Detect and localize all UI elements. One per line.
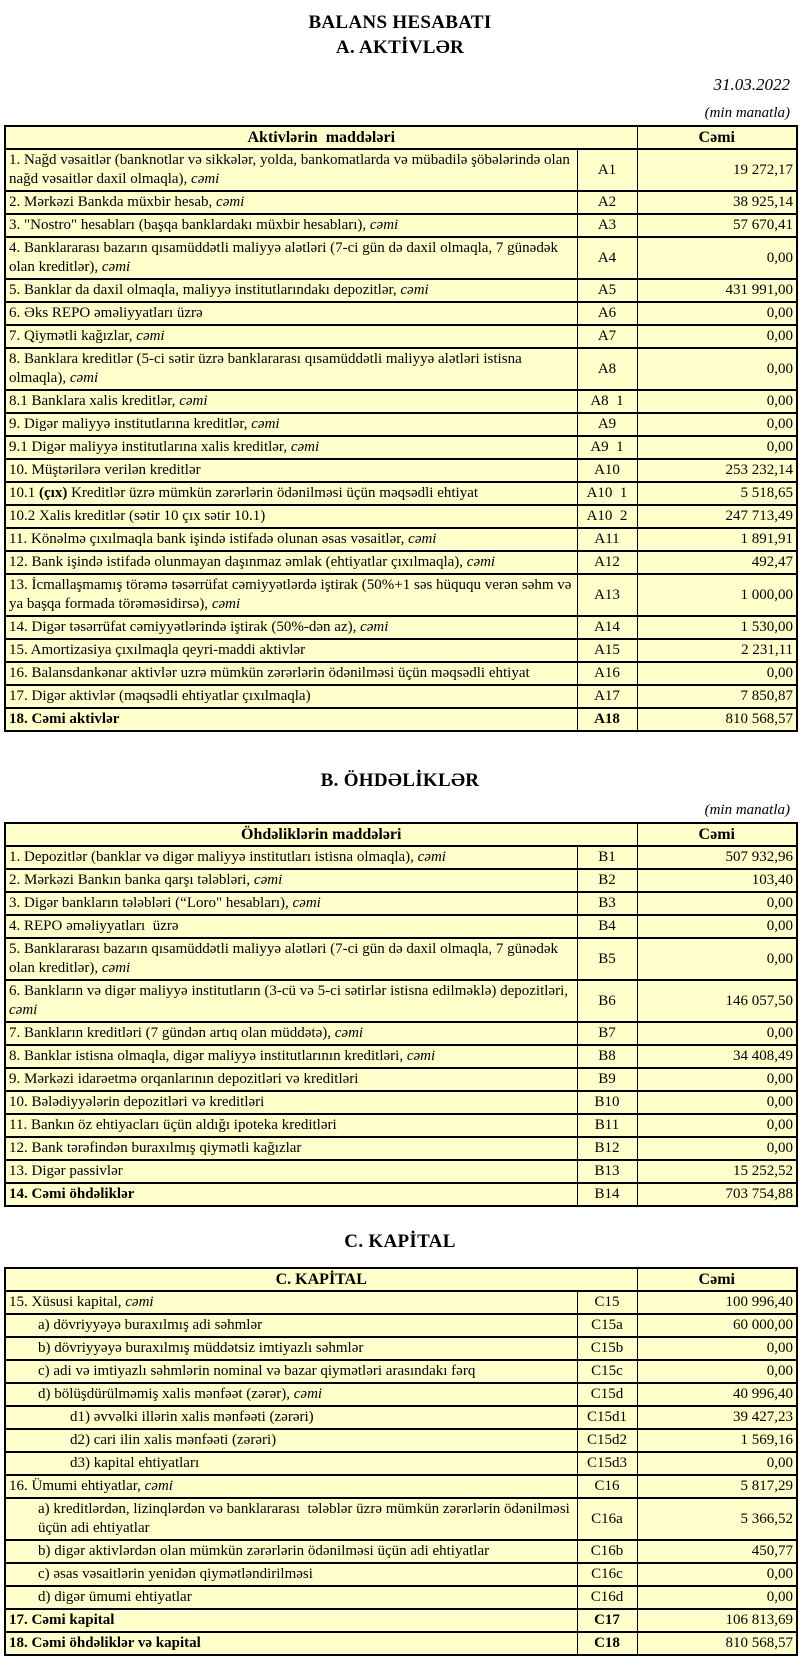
- row-value: 0,00: [637, 1114, 797, 1137]
- row-code: B12: [577, 1137, 637, 1160]
- row-code: A12: [577, 551, 637, 574]
- row-value: 0,00: [637, 1068, 797, 1091]
- row-label: 18. Cəmi aktivlər: [5, 708, 577, 731]
- table-row: [5, 662, 797, 685]
- table-row: [5, 1609, 797, 1632]
- row-label: 6. Əks REPO əməliyyatları üzrə: [5, 302, 577, 325]
- row-label: 14. Cəmi öhdəliklər: [5, 1183, 577, 1206]
- table-row: [5, 869, 797, 892]
- assets-header-total: Cəmi: [637, 126, 797, 149]
- row-label: 9. Digər maliyyə institutlarına kreditlər, cəmi: [5, 413, 577, 436]
- row-code: B11: [577, 1114, 637, 1137]
- row-label: d) bölüşdürülməmiş xalis mənfəət (zərər), cəmi: [5, 1383, 577, 1406]
- row-value: 19 272,17: [637, 149, 797, 191]
- row-value: 0,00: [637, 938, 797, 980]
- assets-header-label: Aktivlərin maddələri: [5, 126, 637, 149]
- report-title: BALANS HESABATI: [308, 12, 492, 33]
- row-value: 7 850,87: [637, 685, 797, 708]
- row-code: C15d2: [577, 1429, 637, 1452]
- row-value: 810 568,57: [637, 1632, 797, 1655]
- row-value: 5 518,65: [637, 482, 797, 505]
- row-code: A2: [577, 191, 637, 214]
- row-value: 0,00: [637, 302, 797, 325]
- row-code: A9: [577, 413, 637, 436]
- row-value: 492,47: [637, 551, 797, 574]
- table-row: [5, 708, 797, 731]
- row-code: A10 2: [577, 505, 637, 528]
- table-row: [5, 1068, 797, 1091]
- row-label: 1. Nağd vəsaitlər (banknotlar və sikkələr, yolda, bankomatlarda və mübadilə şöbələrində olan nağd vəsaitlər daxil olmaqla), cəmi: [5, 149, 577, 191]
- report-date: 31.03.2022: [713, 75, 790, 94]
- table-row: [5, 938, 797, 980]
- row-code: C16b: [577, 1540, 637, 1563]
- row-label: 4. REPO əməliyyatları üzrə: [5, 915, 577, 938]
- row-label: 2. Mərkəzi Bankda müxbir hesab, cəmi: [5, 191, 577, 214]
- row-label: 17. Cəmi kapital: [5, 1609, 577, 1632]
- row-label: d) digər ümumi ehtiyatlar: [5, 1586, 577, 1609]
- row-code: A6: [577, 302, 637, 325]
- table-row: [5, 892, 797, 915]
- row-value: 15 252,52: [637, 1160, 797, 1183]
- row-value: 60 000,00: [637, 1314, 797, 1337]
- row-code: B7: [577, 1022, 637, 1045]
- row-code: C16d: [577, 1586, 637, 1609]
- row-code: A16: [577, 662, 637, 685]
- row-label: b) dövriyyəyə buraxılmış müddətsiz imtiyazlı səhmlər: [5, 1337, 577, 1360]
- table-header-row: [5, 126, 797, 149]
- row-value: 0,00: [637, 348, 797, 390]
- unit-note-assets: (min manatla): [704, 105, 790, 121]
- row-label: 6. Bankların və digər maliyyə institutların (3-cü və 5-ci sətirlər istisna edilməklə) depozitləri, cəmi: [5, 980, 577, 1022]
- row-label: d2) cari ilin xalis mənfəəti (zərəri): [5, 1429, 577, 1452]
- row-value: 1 569,16: [637, 1429, 797, 1452]
- row-label: c) əsas vəsaitlərin yenidən qiymətləndirilməsi: [5, 1563, 577, 1586]
- row-value: 0,00: [637, 325, 797, 348]
- table-row: [5, 1183, 797, 1206]
- table-row: [5, 413, 797, 436]
- row-code: A13: [577, 574, 637, 616]
- row-value: 0,00: [637, 436, 797, 459]
- row-value: 0,00: [637, 1137, 797, 1160]
- table-row: [5, 1429, 797, 1452]
- table-row: [5, 459, 797, 482]
- row-label: 9.1 Digər maliyyə institutlarına xalis kreditlər, cəmi: [5, 436, 577, 459]
- row-code: B13: [577, 1160, 637, 1183]
- table-row: [5, 1540, 797, 1563]
- row-code: C16: [577, 1475, 637, 1498]
- row-code: A4: [577, 237, 637, 279]
- row-label: 17. Digər aktivlər (məqsədli ehtiyatlar çıxılmaqla): [5, 685, 577, 708]
- table-row: [5, 214, 797, 237]
- row-code: A11: [577, 528, 637, 551]
- table-row: [5, 1045, 797, 1068]
- row-value: 100 996,40: [637, 1291, 797, 1314]
- row-value: 507 932,96: [637, 846, 797, 869]
- row-code: A5: [577, 279, 637, 302]
- row-label: 5. Banklararası bazarın qısamüddətli maliyyə alətləri (7-ci gün də daxil olmaqla, 7 günədək olan kreditlər), cəmi: [5, 938, 577, 980]
- row-label: 13. Digər passivlər: [5, 1160, 577, 1183]
- row-label: 13. İcmallaşmamış törəmə təsərrüfat cəmiyyətlərdə iştirak (50%+1 səs hüququ verən səhm və ya başqa formada törəməsidirsə), cəmi: [5, 574, 577, 616]
- section-b-title: B. ÖHDƏLİKLƏR: [320, 770, 480, 791]
- row-label: 10. Müştərilərə verilən kreditlər: [5, 459, 577, 482]
- row-label: 4. Banklararası bazarın qısamüddətli maliyyə alətləri (7-ci gün də daxil olmaqla, 7 günədək olan kreditlər), cəmi: [5, 237, 577, 279]
- row-label: d3) kapital ehtiyatları: [5, 1452, 577, 1475]
- row-value: 450,77: [637, 1540, 797, 1563]
- row-code: C15d3: [577, 1452, 637, 1475]
- row-label: 3. "Nostro" hesabları (başqa banklardakı müxbir hesabları), cəmi: [5, 214, 577, 237]
- row-value: 0,00: [637, 1452, 797, 1475]
- table-row: [5, 1475, 797, 1498]
- row-label: b) digər aktivlərdən olan mümkün zərərlərin ödənilməsi üçün adi ehtiyatlar: [5, 1540, 577, 1563]
- row-code: A10 1: [577, 482, 637, 505]
- row-label: 14. Digər təsərrüfat cəmiyyətlərində iştirak (50%-dən az), cəmi: [5, 616, 577, 639]
- row-code: A1: [577, 149, 637, 191]
- table-row: [5, 1632, 797, 1655]
- row-value: 103,40: [637, 869, 797, 892]
- table-row: [5, 1586, 797, 1609]
- table-row: [5, 1452, 797, 1475]
- row-label: 8.1 Banklara xalis kreditlər, cəmi: [5, 390, 577, 413]
- row-value: 0,00: [637, 892, 797, 915]
- liabilities-header-total: Cəmi: [637, 823, 797, 846]
- row-code: A10: [577, 459, 637, 482]
- row-value: 0,00: [637, 1586, 797, 1609]
- table-row: [5, 616, 797, 639]
- table-row: [5, 1137, 797, 1160]
- row-label: 11. Bankın öz ehtiyacları üçün aldığı ipoteka kreditləri: [5, 1114, 577, 1137]
- row-value: 703 754,88: [637, 1183, 797, 1206]
- row-code: C16a: [577, 1498, 637, 1540]
- row-value: 5 366,52: [637, 1498, 797, 1540]
- row-code: C15d: [577, 1383, 637, 1406]
- row-code: C15d1: [577, 1406, 637, 1429]
- table-row: [5, 980, 797, 1022]
- row-value: 0,00: [637, 1360, 797, 1383]
- table-row: [5, 1291, 797, 1314]
- table-row: [5, 237, 797, 279]
- row-code: B5: [577, 938, 637, 980]
- unit-note-liabilities: (min manatla): [704, 802, 790, 818]
- table-row: [5, 1314, 797, 1337]
- table-row: [5, 505, 797, 528]
- row-value: 2 231,11: [637, 639, 797, 662]
- row-value: 146 057,50: [637, 980, 797, 1022]
- table-row: [5, 1114, 797, 1137]
- row-value: 0,00: [637, 662, 797, 685]
- table-row: [5, 1022, 797, 1045]
- liabilities-header-label: Öhdəliklərin maddələri: [5, 823, 637, 846]
- capital-header-label: C. KAPİTAL: [5, 1268, 637, 1291]
- table-header-row: [5, 1268, 797, 1291]
- table-row: [5, 915, 797, 938]
- row-code: A3: [577, 214, 637, 237]
- row-label: 12. Bank işində istifadə olunmayan daşınmaz əmlak (ehtiyatlar çıxılmaqla), cəmi: [5, 551, 577, 574]
- row-label: 12. Bank tərəfindən buraxılmış qiymətli kağızlar: [5, 1137, 577, 1160]
- row-code: A17: [577, 685, 637, 708]
- row-value: 0,00: [637, 1563, 797, 1586]
- row-value: 431 991,00: [637, 279, 797, 302]
- row-label: a) kreditlərdən, lizinqlərdən və banklararası tələblər üzrə mümkün zərərlərin ödənilməsi üçün adi ehtiyatlar: [5, 1498, 577, 1540]
- row-code: C17: [577, 1609, 637, 1632]
- row-label: 10.1 (çıx) Kreditlər üzrə mümkün zərərlərin ödənilməsi üçün məqsədli ehtiyat: [5, 482, 577, 505]
- table-row: [5, 302, 797, 325]
- row-value: 1 891,91: [637, 528, 797, 551]
- row-code: A7: [577, 325, 637, 348]
- row-value: 34 408,49: [637, 1045, 797, 1068]
- table-row: [5, 149, 797, 191]
- row-code: B6: [577, 980, 637, 1022]
- table-row: [5, 1360, 797, 1383]
- row-label: 1. Depozitlər (banklar və digər maliyyə institutları istisna olmaqla), cəmi: [5, 846, 577, 869]
- row-code: C15: [577, 1291, 637, 1314]
- table-row: [5, 436, 797, 459]
- row-value: 0,00: [637, 390, 797, 413]
- table-row: [5, 1091, 797, 1114]
- table-row: [5, 390, 797, 413]
- row-label: 15. Amortizasiya çıxılmaqla qeyri-maddi aktivlər: [5, 639, 577, 662]
- section-c-title: C. KAPİTAL: [344, 1231, 456, 1252]
- table-row: [5, 574, 797, 616]
- table-row: [5, 685, 797, 708]
- row-label: a) dövriyyəyə buraxılmış adi səhmlər: [5, 1314, 577, 1337]
- row-code: B14: [577, 1183, 637, 1206]
- row-code: A9 1: [577, 436, 637, 459]
- row-value: 5 817,29: [637, 1475, 797, 1498]
- row-value: 39 427,23: [637, 1406, 797, 1429]
- row-label: 9. Mərkəzi idarəetmə orqanlarının depozitləri və kreditləri: [5, 1068, 577, 1091]
- row-code: A14: [577, 616, 637, 639]
- row-value: 0,00: [637, 413, 797, 436]
- table-row: [5, 1383, 797, 1406]
- row-code: C16c: [577, 1563, 637, 1586]
- table-row: [5, 551, 797, 574]
- table-row: [5, 325, 797, 348]
- table-row: [5, 1498, 797, 1540]
- row-label: 16. Balansdankənar aktivlər uzrə mümkün zərərlərin ödənilməsi üçün məqsədli ehtiyat: [5, 662, 577, 685]
- row-label: 7. Qiymətli kağızlar, cəmi: [5, 325, 577, 348]
- row-code: A8: [577, 348, 637, 390]
- row-code: A18: [577, 708, 637, 731]
- row-label: 11. Könəlmə çıxılmaqla bank işində istifadə olunan əsas vəsaitlər, cəmi: [5, 528, 577, 551]
- row-code: B4: [577, 915, 637, 938]
- table-row: [5, 1337, 797, 1360]
- row-code: A15: [577, 639, 637, 662]
- assets-table: [4, 125, 798, 732]
- table-row: [5, 1563, 797, 1586]
- table-row: [5, 482, 797, 505]
- row-code: B2: [577, 869, 637, 892]
- row-code: C15a: [577, 1314, 637, 1337]
- row-label: d1) əvvəlki illərin xalis mənfəəti (zərəri): [5, 1406, 577, 1429]
- row-code: B10: [577, 1091, 637, 1114]
- row-value: 0,00: [637, 915, 797, 938]
- row-value: 40 996,40: [637, 1383, 797, 1406]
- table-row: [5, 528, 797, 551]
- section-a-title: A. AKTİVLƏR: [335, 37, 465, 58]
- row-code: B9: [577, 1068, 637, 1091]
- table-header-row: [5, 823, 797, 846]
- row-value: 38 925,14: [637, 191, 797, 214]
- table-row: [5, 279, 797, 302]
- row-code: C18: [577, 1632, 637, 1655]
- capital-table: [4, 1267, 798, 1656]
- row-value: 1 000,00: [637, 574, 797, 616]
- row-label: c) adi və imtiyazlı səhmlərin nominal və bazar qiymətləri arasındakı fərq: [5, 1360, 577, 1383]
- table-row: [5, 846, 797, 869]
- capital-header-total: Cəmi: [637, 1268, 797, 1291]
- row-value: 0,00: [637, 1091, 797, 1114]
- row-code: B3: [577, 892, 637, 915]
- row-code: C15b: [577, 1337, 637, 1360]
- row-value: 1 530,00: [637, 616, 797, 639]
- table-row: [5, 191, 797, 214]
- row-value: 810 568,57: [637, 708, 797, 731]
- row-code: C15c: [577, 1360, 637, 1383]
- table-row: [5, 1406, 797, 1429]
- row-code: B1: [577, 846, 637, 869]
- row-label: 15. Xüsusi kapital, cəmi: [5, 1291, 577, 1314]
- row-label: 5. Banklar da daxil olmaqla, maliyyə institutlarındakı depozitlər, cəmi: [5, 279, 577, 302]
- row-label: 10.2 Xalis kreditlər (sətir 10 çıx sətir 10.1): [5, 505, 577, 528]
- row-label: 16. Ümumi ehtiyatlar, cəmi: [5, 1475, 577, 1498]
- row-value: 0,00: [637, 1337, 797, 1360]
- table-row: [5, 639, 797, 662]
- liabilities-table: [4, 822, 798, 1207]
- row-code: B8: [577, 1045, 637, 1068]
- row-code: A8 1: [577, 390, 637, 413]
- row-label: 2. Mərkəzi Bankın banka qarşı tələbləri, cəmi: [5, 869, 577, 892]
- row-value: 0,00: [637, 237, 797, 279]
- row-label: 10. Bələdiyyələrin depozitləri və kreditləri: [5, 1091, 577, 1114]
- table-row: [5, 348, 797, 390]
- row-value: 106 813,69: [637, 1609, 797, 1632]
- table-row: [5, 1160, 797, 1183]
- row-value: 57 670,41: [637, 214, 797, 237]
- row-label: 7. Bankların kreditləri (7 gündən artıq olan müddətə), cəmi: [5, 1022, 577, 1045]
- row-label: 18. Cəmi öhdəliklər və kapital: [5, 1632, 577, 1655]
- row-label: 8. Banklara kreditlər (5-ci sətir üzrə banklararası qısamüddətli maliyyə alətləri istisna olmaqla), cəmi: [5, 348, 577, 390]
- row-label: 3. Digər bankların tələbləri (“Loro" hesabları), cəmi: [5, 892, 577, 915]
- row-value: 253 232,14: [637, 459, 797, 482]
- row-value: 247 713,49: [637, 505, 797, 528]
- row-value: 0,00: [637, 1022, 797, 1045]
- row-label: 8. Banklar istisna olmaqla, digər maliyyə institutlarının kreditləri, cəmi: [5, 1045, 577, 1068]
